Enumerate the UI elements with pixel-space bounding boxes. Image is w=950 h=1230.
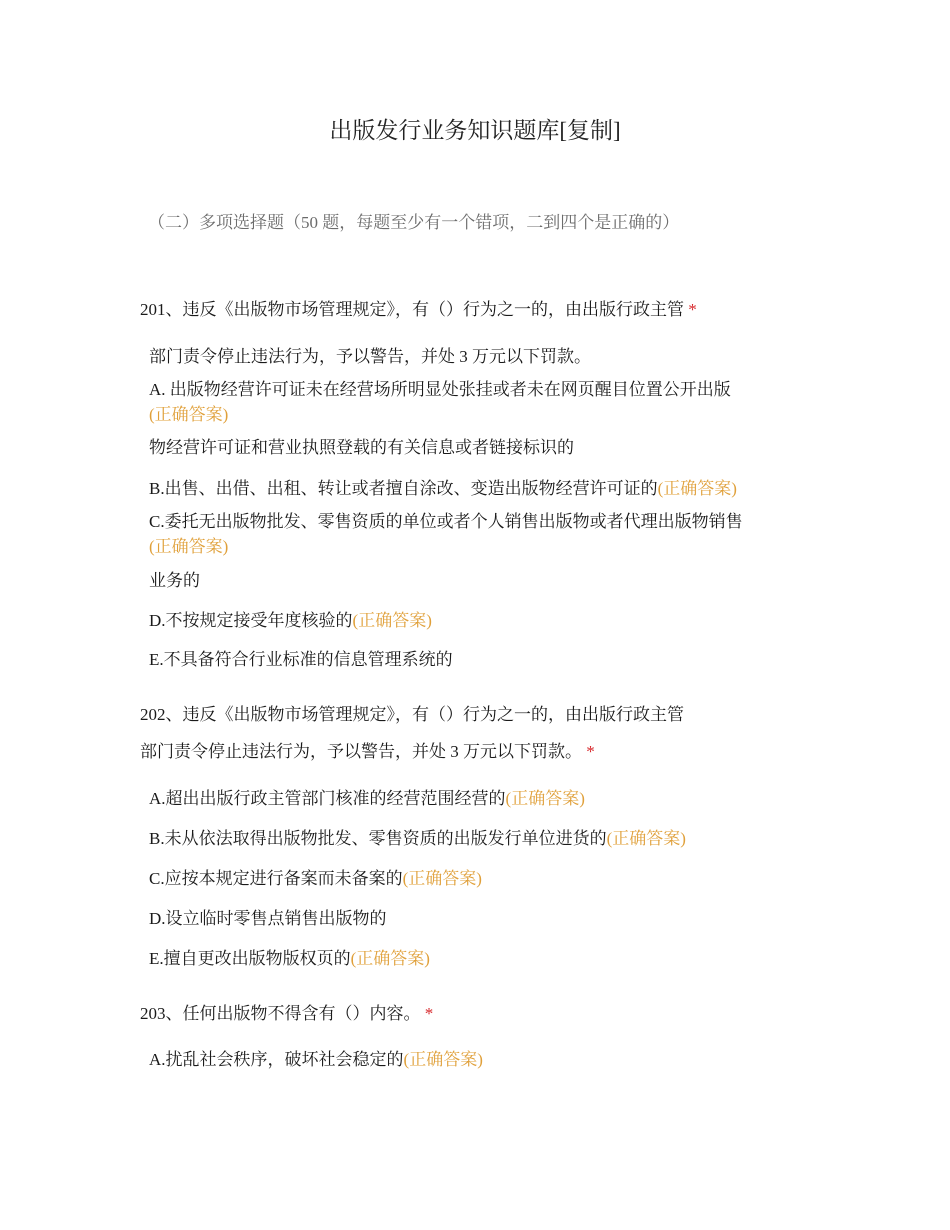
question-201-option-d[interactable] bbox=[149, 610, 432, 632]
question-202-option-a[interactable] bbox=[149, 788, 585, 810]
correct-answer-tag: (正确答案) bbox=[149, 537, 229, 556]
question-202-option-c[interactable] bbox=[149, 868, 482, 890]
correct-answer-tag: (正确答案) bbox=[403, 1050, 483, 1069]
option-a-text: A.超出出版行政主管部门核准的经营范围经营的 bbox=[149, 789, 506, 808]
question-201-option-c-cont: 业务的 bbox=[149, 571, 200, 590]
question-201-stem-cont: 部门责令停止违法行为，予以警告，并处 3 万元以下罚款。 bbox=[149, 347, 591, 366]
question-202-option-d[interactable]: D.设立临时零售点销售出版物的 bbox=[149, 909, 387, 928]
required-asterisk: * bbox=[586, 742, 595, 761]
correct-answer-tag: (正确答案) bbox=[350, 949, 430, 968]
question-201-stem-text: 201、违反《出版物市场管理规定》，有（）行为之一的，由出版行政主管 bbox=[140, 300, 684, 319]
page-title: 出版发行业务知识题库[复制] bbox=[329, 118, 621, 143]
question-201-option-c[interactable]: C.委托无出版物批发、零售资质的单位或者个人销售出版物或者代理出版物销售 bbox=[149, 512, 743, 531]
option-a-text: A.扰乱社会秩序，破坏社会稳定的 bbox=[149, 1050, 404, 1069]
question-203-option-a[interactable] bbox=[149, 1049, 483, 1071]
correct-answer-tag: (正确答案) bbox=[402, 869, 482, 888]
question-203-stem bbox=[140, 1003, 433, 1025]
question-202-stem: 202、违反《出版物市场管理规定》，有（）行为之一的，由出版行政主管 bbox=[140, 705, 684, 724]
option-d-text: D.不按规定接受年度核验的 bbox=[149, 611, 353, 630]
question-201-option-b[interactable] bbox=[149, 478, 737, 500]
question-203-stem-text: 203、任何出版物不得含有（）内容。 bbox=[140, 1004, 421, 1023]
question-201-stem bbox=[140, 299, 697, 321]
correct-answer-tag: (正确答案) bbox=[149, 405, 229, 424]
required-asterisk: * bbox=[688, 300, 697, 319]
correct-answer-tag: (正确答案) bbox=[657, 479, 737, 498]
question-202-option-e[interactable] bbox=[149, 948, 430, 970]
correct-answer-tag: (正确答案) bbox=[505, 789, 585, 808]
option-b-text: B.未从依法取得出版物批发、零售资质的出版发行单位进货的 bbox=[149, 829, 607, 848]
option-b-text: B.出售、出借、出租、转让或者擅自涂改、变造出版物经营许可证的 bbox=[149, 479, 658, 498]
question-202-option-b[interactable] bbox=[149, 828, 686, 850]
question-201-option-a-cont: 物经营许可证和营业执照登载的有关信息或者链接标识的 bbox=[149, 438, 574, 457]
question-201-option-e[interactable]: E.不具备符合行业标准的信息管理系统的 bbox=[149, 650, 453, 669]
correct-answer-tag: (正确答案) bbox=[352, 611, 432, 630]
question-202-stem-text: 部门责令停止违法行为，予以警告，并处 3 万元以下罚款。 bbox=[140, 742, 582, 761]
required-asterisk: * bbox=[424, 1004, 434, 1023]
question-201-option-a[interactable]: A. 出版物经营许可证未在经营场所明显处张挂或者未在网页醒目位置公开出版 bbox=[149, 380, 731, 399]
section-heading: （二）多项选择题（50 题，每题至少有一个错项，二到四个是正确的） bbox=[148, 213, 680, 232]
correct-answer-tag: (正确答案) bbox=[606, 829, 686, 848]
question-202-stem-cont bbox=[140, 741, 595, 763]
option-c-text: C.应按本规定进行备案而未备案的 bbox=[149, 869, 403, 888]
option-e-text: E.擅自更改出版物版权页的 bbox=[149, 949, 351, 968]
